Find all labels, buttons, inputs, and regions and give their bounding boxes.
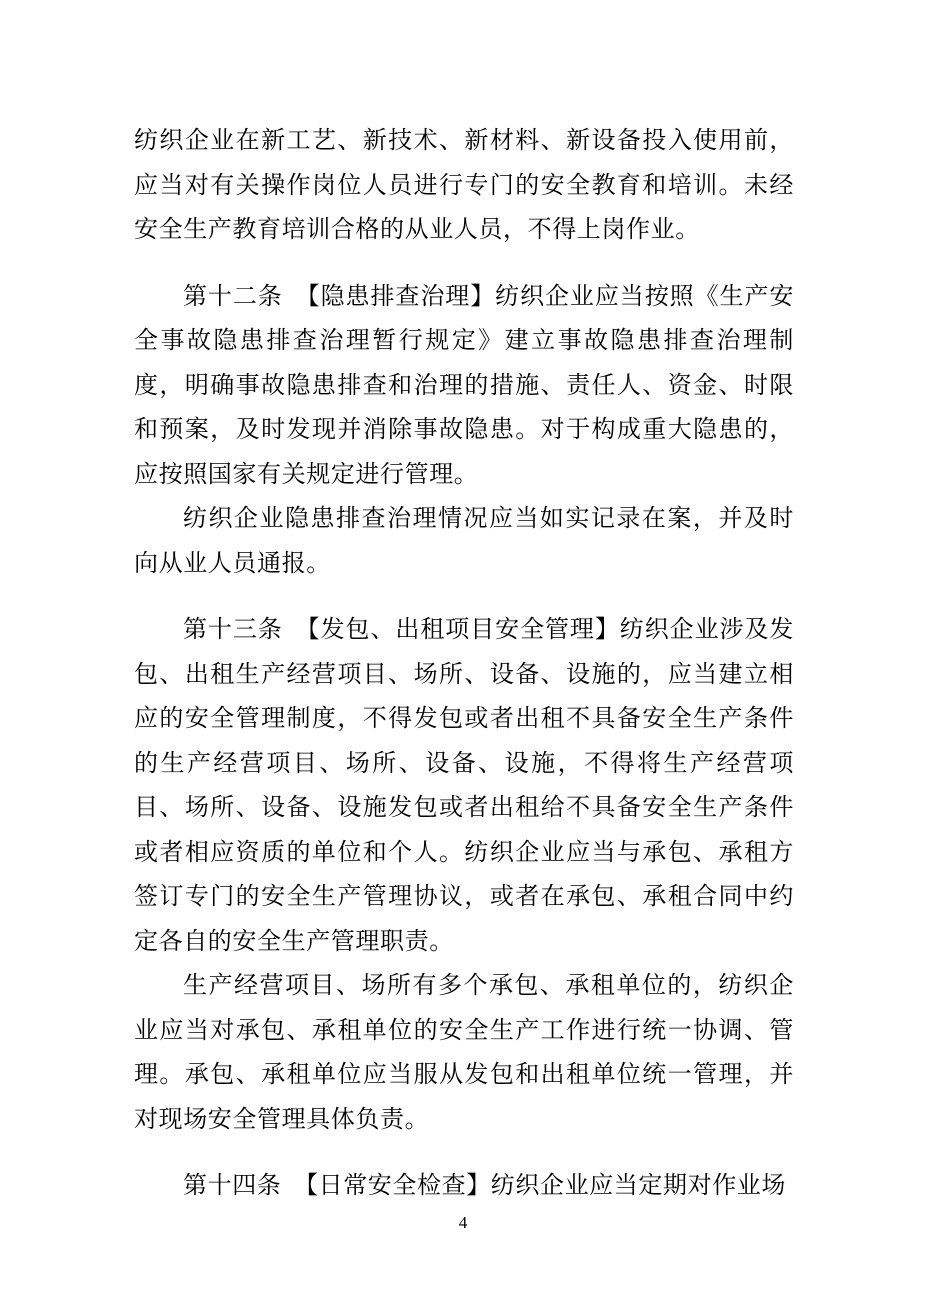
page-number: 4	[458, 1213, 468, 1232]
article-12-paragraph: 第十二条 【隐患排查治理】纺织企业应当按照《生产安全事故隐患排查治理暂行规定》建立事故隐患排查治理制度，明确事故隐患排查和治理的措施、责任人、资金、时限和预案，及时发现并消除事故隐患。对于构成重大隐患的，应按照国家有关规定进行管理。	[134, 281, 794, 488]
article-14-paragraph: 第十四条 【日常安全检查】纺织企业应当定期对作业场	[183, 1171, 786, 1199]
article-13-subparagraph: 生产经营项目、场所有多个承包、承租单位的，纺织企业应当对承包、承租单位的安全生产工作进行统一协调、管理。承包、承租单位应当服从发包和出租单位统一管理，并对现场安全管理具体负责。	[134, 971, 794, 1133]
article-13-paragraph: 第十三条 【发包、出租项目安全管理】纺织企业涉及发包、出租生产经营项目、场所、设备、设施的，应当建立相应的安全管理制度，不得发包或者出租不具备安全生产条件的生产经营项目、场所、设备、设施，不得将生产经营项目、场所、设备、设施发包或者出租给不具备安全生产条件或者相应资质的单位和个人。纺织企业应当与承包、承租方签订专门的安全生产管理协议，或者在承包、承租合同中约定各自的安全生产管理职责。	[134, 615, 794, 955]
paragraph-continuation: 纺织企业在新工艺、新技术、新材料、新设备投入使用前，应当对有关操作岗位人员进行专门的安全教育和培训。未经安全生产教育培训合格的从业人员，不得上岗作业。	[134, 126, 794, 243]
document-body	[134, 118, 794, 1208]
article-12-subparagraph: 纺织企业隐患排查治理情况应当如实记录在案，并及时向从业人员通报。	[134, 504, 794, 577]
